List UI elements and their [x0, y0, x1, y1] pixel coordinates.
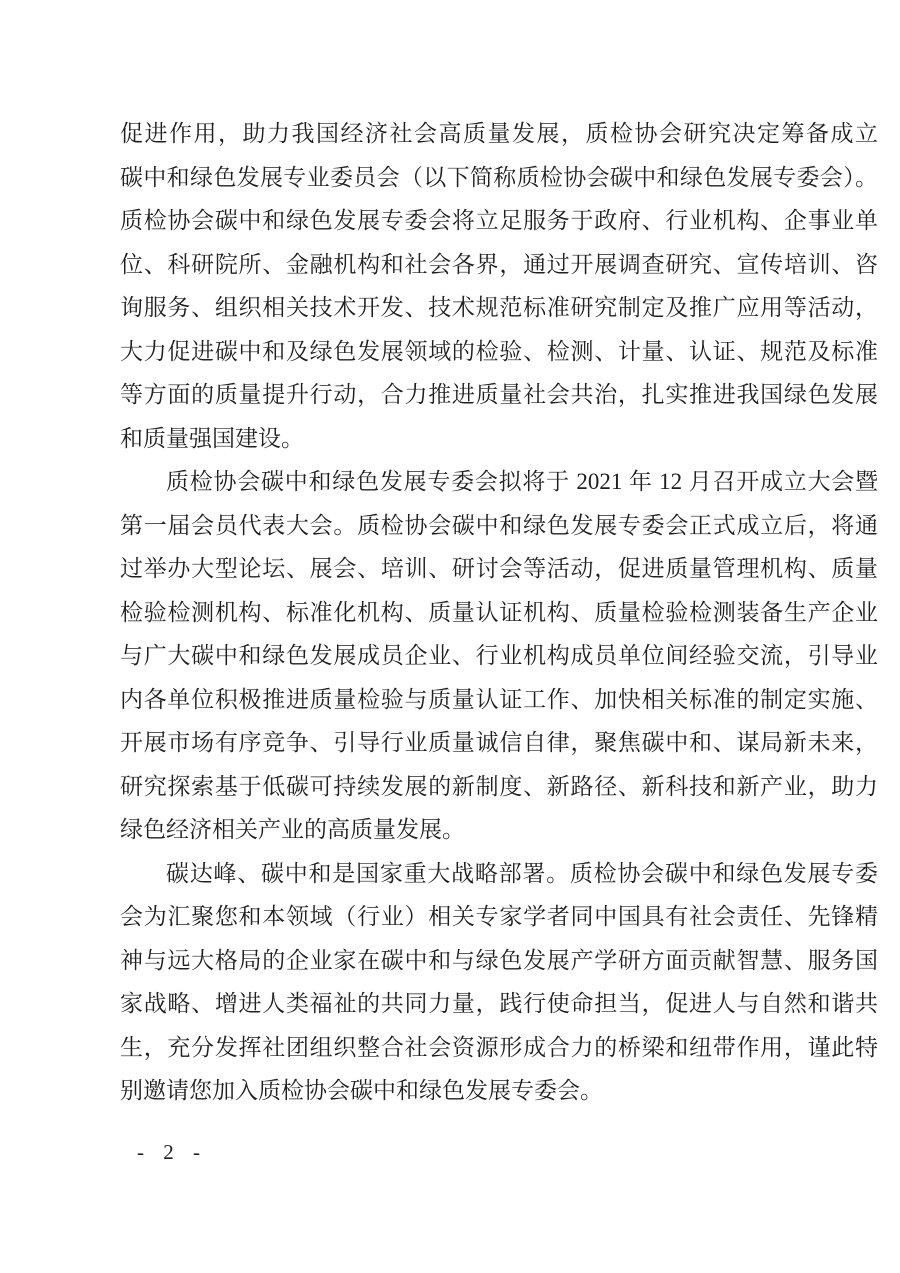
text-line: 内各单位积极推进质量检验与质量认证工作、加快相关标准的制定实施、 [120, 686, 878, 712]
text-line: 碳中和绿色发展专业委员会（以下简称质检协会碳中和绿色发展专委会）。 [120, 164, 878, 190]
text-line: 大力促进碳中和及绿色发展领域的检验、检测、计量、认证、规范及标准 [120, 338, 878, 364]
paragraph-1 [120, 112, 878, 460]
page-number: - 2 - [137, 1140, 206, 1164]
text-line: 研究探索基于低碳可持续发展的新制度、新路径、新科技和新产业，助力 [120, 773, 878, 799]
text-line: 过举办大型论坛、展会、培训、研讨会等活动，促进质量管理机构、质量 [120, 556, 878, 581]
text-line: 等方面的质量提升行动，合力推进质量社会共治，扎实推进我国绿色发展 [120, 382, 878, 407]
paragraph-3 [120, 852, 878, 1113]
text-line: 家战略、增进人类福祉的共同力量，践行使命担当，促进人与自然和谐共 [120, 991, 878, 1016]
text-line: 开展市场有序竞争、引导行业质量诚信自律，聚焦碳中和、谋局新未来， [120, 730, 878, 755]
text-line: 绿色经济相关产业的高质量发展。 [120, 817, 465, 842]
text-line: 质检协会碳中和绿色发展专委会将立足服务于政府、行业机构、企事业单 [120, 208, 878, 233]
text-line: 质检协会碳中和绿色发展专委会拟将于 2021 年 12 月召开成立大会暨 [166, 469, 878, 494]
text-line: 检验检测机构、标准化机构、质量认证机构、质量检验检测装备生产企业 [120, 599, 878, 625]
text-line: 会为汇聚您和本领域（行业）相关专家学者同中国具有社会责任、先锋精 [120, 904, 878, 929]
text-line: 位、科研院所、金融机构和社会各界，通过开展调查研究、宣传培训、咨 [120, 251, 878, 277]
text-line: 生，充分发挥社团组织整合社会资源形成合力的桥梁和纽带作用，谨此特 [120, 1034, 878, 1060]
paragraph-2 [120, 460, 878, 852]
text-line: 别邀请您加入质检协会碳中和绿色发展专委会。 [120, 1078, 603, 1103]
text-line: 询服务、组织相关技术开发、技术规范标准研究制定及推广应用等活动， [120, 295, 878, 320]
text-line: 第一届会员代表大会。质检协会碳中和绿色发展专委会正式成立后，将通 [120, 512, 878, 538]
document-text-block [120, 112, 878, 1113]
text-line: 促进作用，助力我国经济社会高质量发展，质检协会研究决定筹备成立 [120, 121, 878, 146]
text-line: 碳达峰、碳中和是国家重大战略部署。质检协会碳中和绿色发展专委 [166, 860, 878, 886]
text-line: 与广大碳中和绿色发展成员企业、行业机构成员单位间经验交流，引导业 [120, 643, 878, 668]
text-line: 和质量强国建设。 [120, 425, 304, 451]
text-line: 神与远大格局的企业家在碳中和与绿色发展产学研方面贡献智慧、服务国 [120, 947, 878, 973]
